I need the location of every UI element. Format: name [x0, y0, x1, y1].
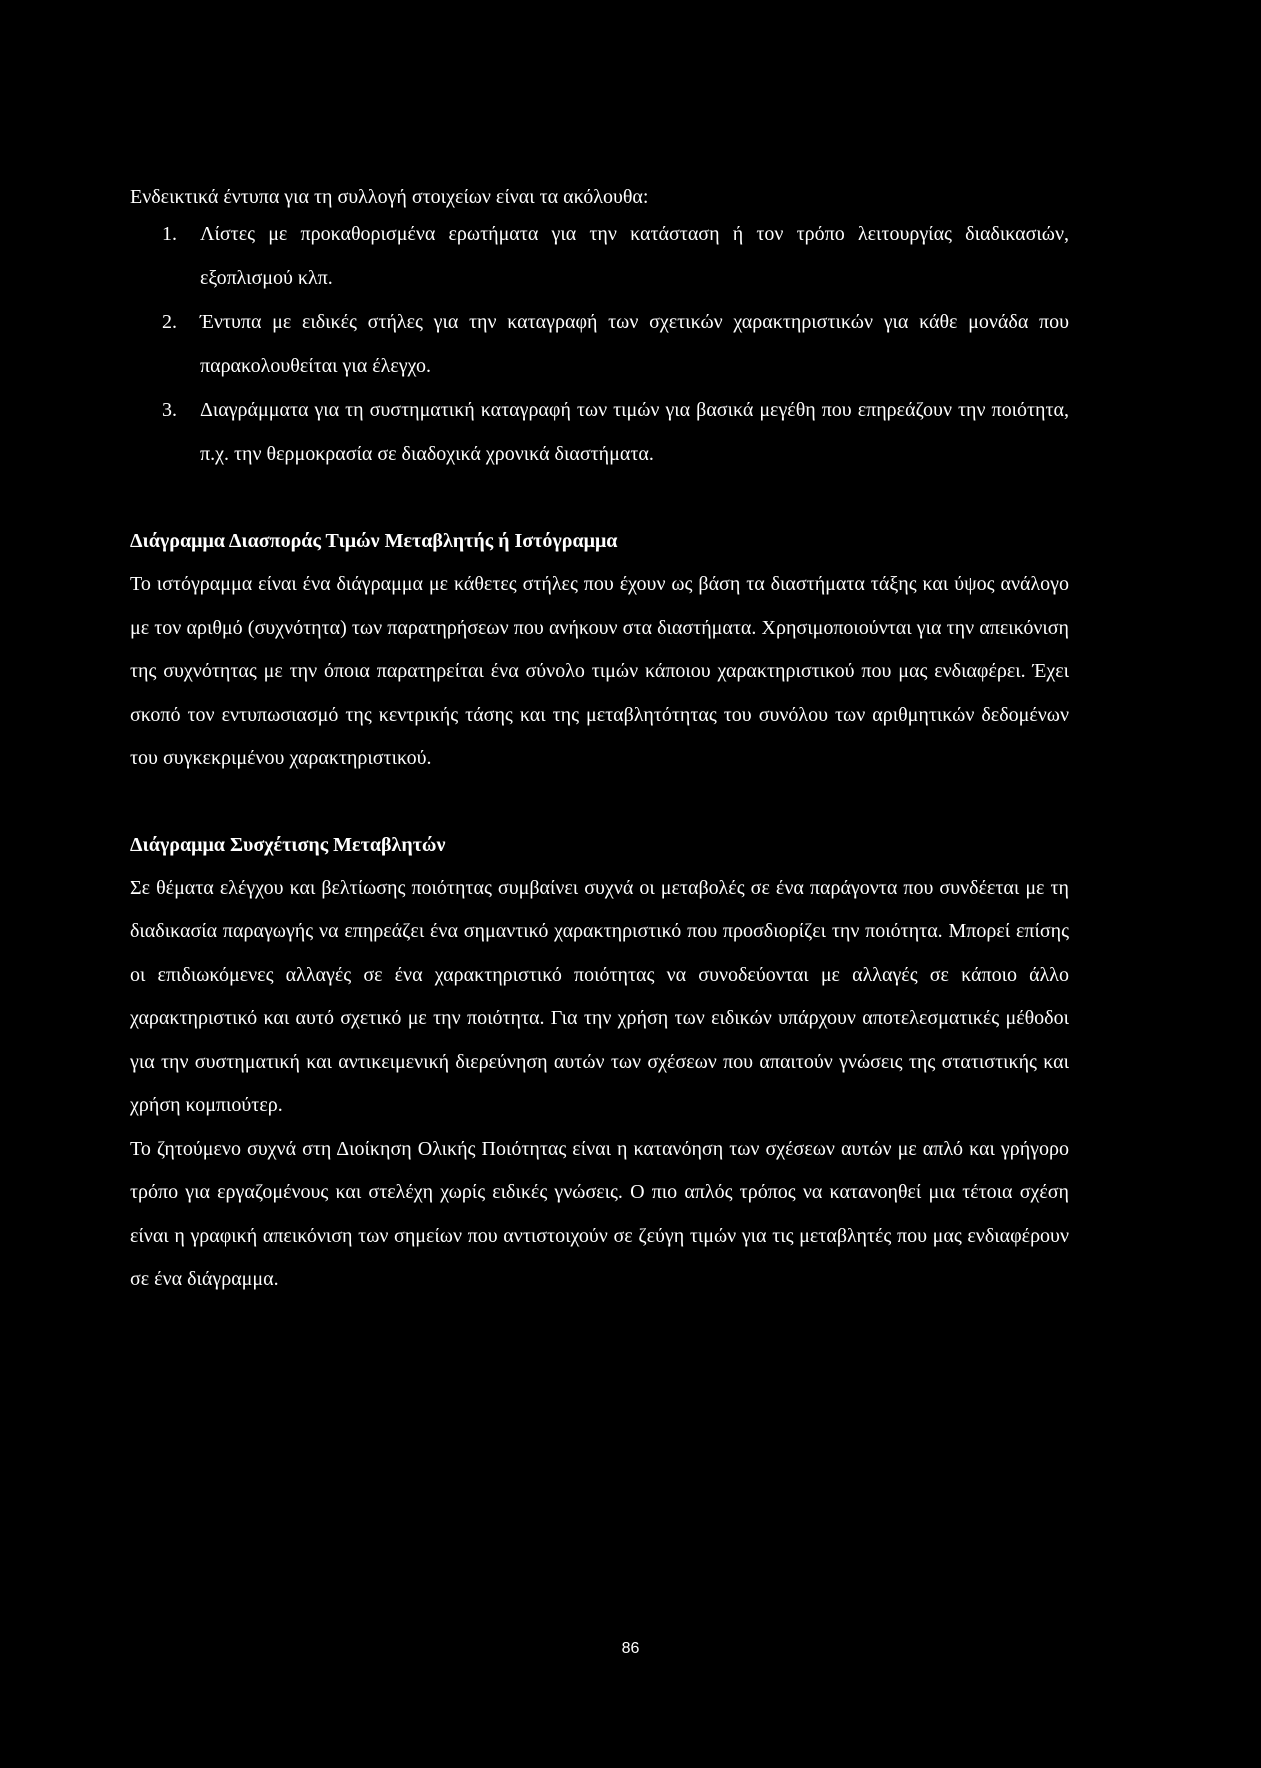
section-paragraph: Το ιστόγραμμα είναι ένα διάγραμμα με κάθετες στήλες που έχουν ως βάση τα διαστήματα τάξης και ύψος ανάλογο με τον αριθμό (συχνότητα) των παρατηρήσεων που ανήκουν στα διαστήματα. Χρησιμοποιούνται για την απεικόνιση της συχνότητας με την όποια παρατηρείται ένα σύνολο τιμών κάποιου χαρακτηριστικού που μας ενδιαφέρει. Έχει σκοπό τον εντυπωσιασμό της κεντρικής τάσης και της μεταβλητότητας του συνόλου των αριθμητικών δεδομένων του συγκεκριμένου χαρακτηριστικού. [130, 573, 1069, 769]
list-item [130, 388, 1069, 476]
section-paragraph: Το ζητούμενο συχνά στη Διοίκηση Ολικής Ποιότητας είναι η κατανόηση των σχέσεων αυτών με απλό και γρήγορο τρόπο για εργαζομένους και στελέχη χωρίς ειδικές γνώσεις. Ο πιο απλός τρόπος να κατανοηθεί μια τέτοια σχέση είναι η γραφική απεικόνιση των σημείων που αντιστοιχούν σε ζεύγη τιμών για τις μεταβλητές που μας ενδιαφέρουν σε ένα διάγραμμα. [130, 1137, 1069, 1290]
numbered-list [130, 212, 1069, 476]
page-content [130, 182, 1069, 1302]
list-item-number: 1. [162, 223, 177, 245]
section-paragraph: Σε θέματα ελέγχου και βελτίωσης ποιότητας συμβαίνει συχνά οι μεταβολές σε ένα παράγοντα που συνδέεται με τη διαδικασία παραγωγής να επηρεάζει ένα σημαντικό χαρακτηριστικό που προσδιορίζει την ποιότητα. Μπορεί επίσης οι επιδιωκόμενες αλλαγές σε ένα χαρακτηριστικό ποιότητας να συνοδεύονται με αλλαγές σε κάποιο άλλο χαρακτηριστικό και αυτό σχετικό με την ποιότητα. Για την χρήση των ειδικών υπάρχουν αποτελεσματικές μέθοδοι για την συστηματική και αντικειμενική διερεύνηση αυτών των σχέσεων που απαιτούν γνώσεις της στατιστικής και χρήση κομπιούτερ. [130, 876, 1069, 1116]
list-item-number: 3. [162, 399, 177, 421]
list-item [130, 300, 1069, 388]
list-item-number: 2. [162, 311, 177, 333]
list-item [130, 212, 1069, 300]
list-item-text: Διαγράμματα για τη συστηματική καταγραφή των τιμών για βασικά μεγέθη που επηρεάζουν την ποιότητα, π.χ. την θερμοκρασία σε διαδοχικά χρονικά διαστήματα. [200, 399, 1069, 465]
section-histogram [130, 519, 1069, 781]
section-heading: Διάγραμμα Διασποράς Τιμών Μεταβλητής ή Ιστόγραμμα [130, 530, 618, 552]
section-heading: Διάγραμμα Συσχέτισης Μεταβλητών [130, 833, 446, 856]
list-item-text: Έντυπα με ειδικές στήλες για την καταγραφή των σχετικών χαρακτηριστικών για κάθε μονάδα που παρακολουθείται για έλεγχο. [200, 311, 1069, 377]
section-correlation [130, 823, 1069, 1302]
page-number: 86 [621, 1640, 640, 1657]
intro-text: Ενδεικτικά έντυπα για τη συλλογή στοιχείων είναι τα ακόλουθα: [130, 186, 649, 208]
list-item-text: Λίστες με προκαθορισμένα ερωτήματα για την κατάσταση ή τον τρόπο λειτουργίας διαδικασιών, εξοπλισμού κλπ. [200, 223, 1069, 289]
